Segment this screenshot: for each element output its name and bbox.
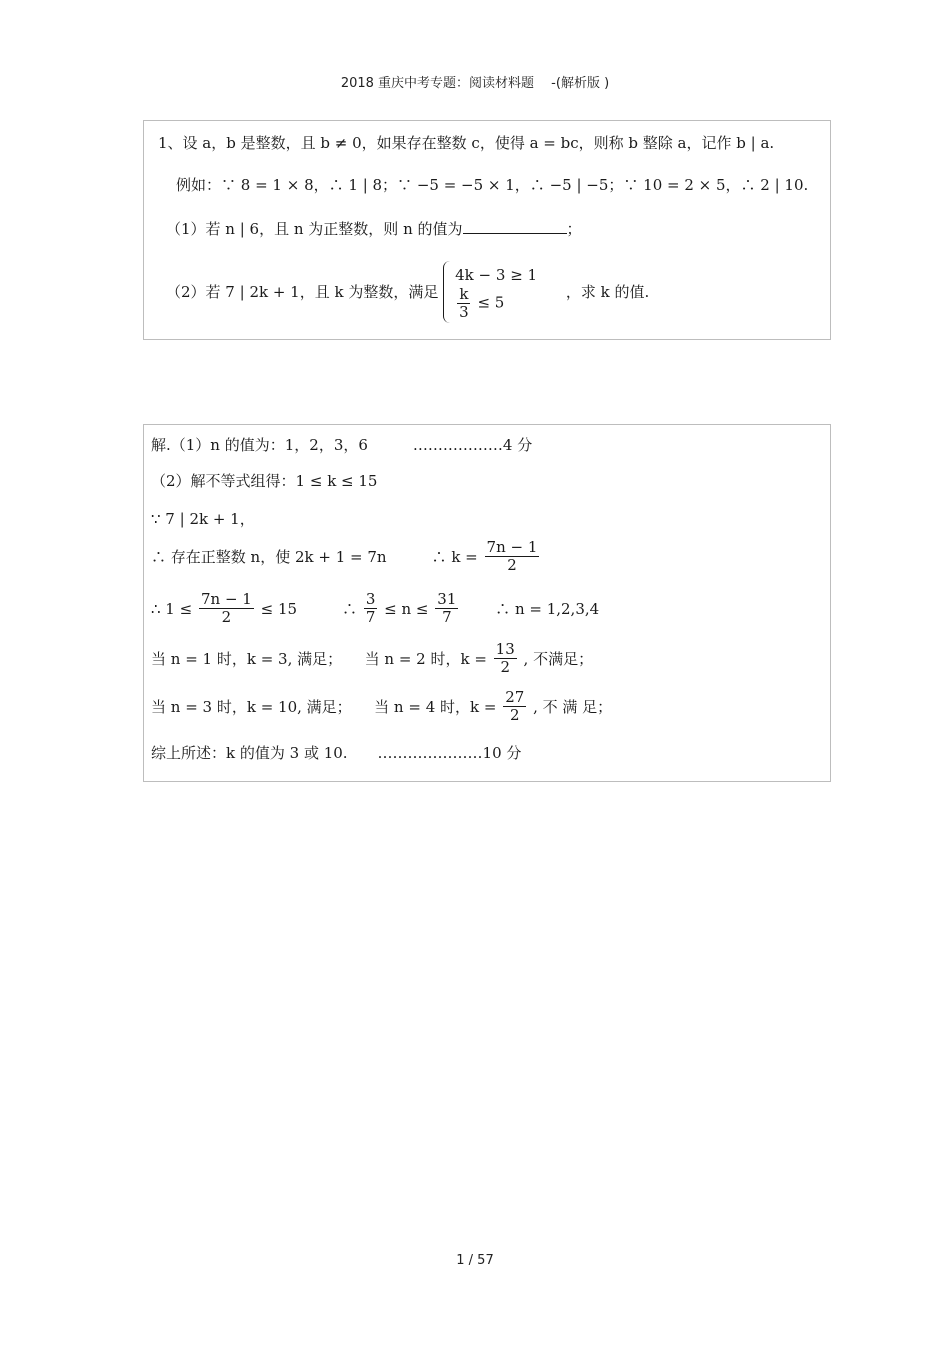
- answer-line-7: [151, 689, 612, 724]
- line-5-mid2: ≤ n ≤: [384, 599, 429, 618]
- fraction-numerator: k: [459, 284, 469, 303]
- inequality-system: [443, 261, 537, 323]
- fraction-numerator: 3: [365, 590, 376, 608]
- inequality-1: 4k − 3 ≥ 1: [455, 265, 538, 284]
- question-example: 例如：∵ 8 = 1 × 8，∴ 1 | 8；∵ −5 = −5 × 1，∴ −5 | −5；∵ 10 = 2 × 5，∴ 2 | 10.: [176, 176, 809, 194]
- inequality-2: [455, 286, 537, 321]
- fraction-k-over-3: [457, 286, 471, 321]
- part1-text: （1）若 n | 6，且 n 为正整数，则 n 的值为: [166, 220, 463, 238]
- fraction-denominator: 2: [509, 706, 520, 724]
- line-6-pre: 当 n = 1 时，k = 3, 满足； 当 n = 2 时，k =: [151, 649, 487, 668]
- part1-end: ；: [566, 220, 582, 238]
- page-number: 1 / 57: [456, 1253, 494, 1268]
- question-intro: 1、设 a，b 是整数，且 b ≠ 0，如果存在整数 c，使得 a = bc，则称 b 整除 a，记作 b | a.: [158, 134, 775, 152]
- left-brace: [443, 261, 451, 323]
- fraction-7n-1-over-2: [485, 539, 540, 574]
- answer-line-4: [151, 539, 541, 574]
- line-5-end: ∴ n = 1,2,3,4: [465, 599, 600, 618]
- fraction-denominator: 2: [500, 658, 510, 676]
- fraction-numerator: 7n − 1: [200, 590, 252, 608]
- fraction-3-over-7: [364, 591, 378, 626]
- fraction-denominator: 3: [459, 302, 469, 321]
- fraction-denominator: 7: [365, 608, 376, 626]
- question-part1: [166, 219, 582, 239]
- fraction-denominator: 7: [442, 608, 452, 626]
- line-7-post: , 不 满 足；: [533, 697, 613, 716]
- fraction-13-over-2: [494, 641, 517, 676]
- answer-line-1: 解.（1）n 的值为：1，2，3，6 ………………4 分: [151, 436, 533, 454]
- part2-post: ，求 k 的值.: [565, 283, 650, 301]
- fraction-27-over-2: [503, 689, 526, 724]
- question-part2: [166, 261, 649, 323]
- answer-line-6: [151, 641, 593, 676]
- line-5-mid: ≤ 15 ∴: [260, 599, 358, 618]
- line-5-pre: ∴ 1 ≤: [151, 599, 193, 618]
- page-header: 2018 重庆中考专题：阅读材料题 -(解析版 ): [340, 76, 610, 91]
- answer-blank: [463, 219, 567, 234]
- fraction-7n-1-over-2: [199, 591, 254, 626]
- fraction-denominator: 2: [221, 608, 232, 626]
- fraction-numerator: 7n − 1: [486, 538, 538, 556]
- answer-line-5: [151, 591, 599, 626]
- fraction-numerator: 31: [437, 590, 457, 608]
- fraction-numerator: 27: [505, 688, 525, 706]
- answer-line-8: 综上所述：k 的值为 3 或 10. …………………10 分: [151, 744, 522, 762]
- fraction-denominator: 2: [507, 556, 517, 574]
- fraction-numerator: 13: [495, 640, 515, 658]
- answer-line-2: （2）解不等式组得：1 ≤ k ≤ 15: [151, 472, 378, 490]
- question-box: [143, 120, 831, 340]
- line-4-text: ∴ 存在正整数 n，使 2k + 1 = 7n ∴ k =: [151, 547, 478, 566]
- answer-box: [143, 424, 831, 782]
- part2-pre: （2）若 7 | 2k + 1，且 k 为整数，满足: [166, 283, 439, 301]
- fraction-31-over-7: [435, 591, 458, 626]
- line-7-pre: 当 n = 3 时，k = 10, 满足； 当 n = 4 时，k =: [151, 697, 497, 716]
- inequality-2-rest: ≤ 5: [477, 293, 505, 311]
- line-6-post: , 不满足；: [523, 649, 594, 668]
- answer-line-3: ∵ 7 | 2k + 1，: [151, 510, 255, 528]
